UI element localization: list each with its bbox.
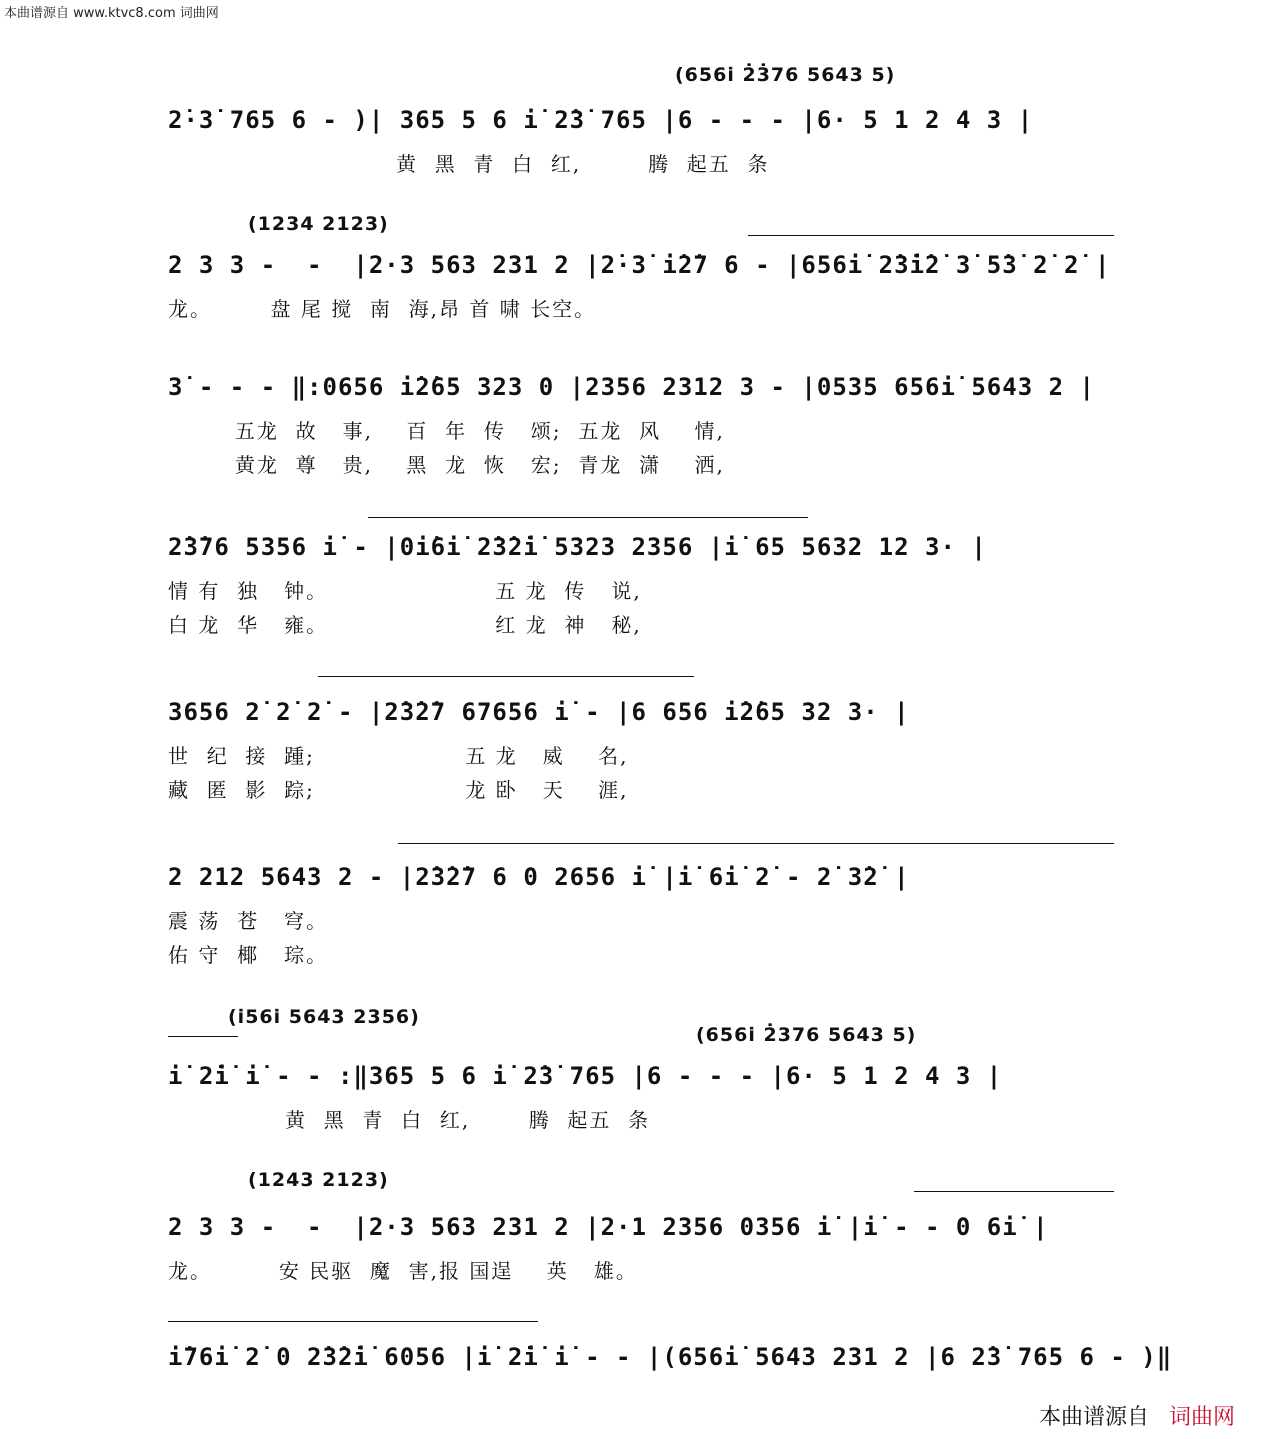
notes-line: 2̇3̇76 5356 i̇ - |0i̇6i̇ 2̇3̇2̇i̇ 5323 2356 |i̇ 65 5632 12 3· | [168,533,987,561]
notes-line: 2̇·3̇ 765 6 - )| 365 5 6 i̇ 2̇3̇ 765 |6 - - - |6· 5 1 2 4 3 | [168,106,1034,134]
score-system-3 [168,355,1116,485]
score-system-2 [168,205,1116,325]
phrase-tie [168,1036,238,1037]
phrase-tie [914,1191,1114,1192]
score-system-4 [168,515,1116,645]
lyric-line: 佑 守 椰 琮。 [168,943,329,967]
notes-line: i̇76i̇ 2̇ 0 2̇3̇2̇i̇ 6056 |i̇ 2̇i̇ i̇ - - |(656i̇ 5643 231 2 |6 2̇3̇ 765 6 - )‖ [168,1343,1173,1371]
notes-line: i̇ 2̇i̇ i̇ - - :‖365 5 6 i̇ 2̇3̇ 765 |6 - - - |6· 5 1 2 4 3 | [168,1062,1003,1090]
score-system-1 [168,60,1116,180]
lyric-line: 五龙 故 事, 百 年 传 颂; 五龙 风 情, [168,419,725,443]
watermark-top: 本曲谱源自 www.ktvc8.com 词曲网 [4,6,219,21]
interlude-annotation: (1234 2123) [248,213,389,235]
interlude-annotation: (656i̇ 2̇3̇76 5643 5) [675,64,896,86]
lyric-line: 黄 黑 青 白 红, 腾 起五 条 [396,152,770,176]
score-system-7 [168,1000,1116,1140]
lyric-line: 黄龙 尊 贵, 黑 龙 恢 宏; 青龙 潇 洒, [168,453,725,477]
interlude-annotation: (i̇56i̇ 5643 2356) [228,1006,420,1028]
interlude-annotation-2: (656i̇ 2̇376 5643 5) [696,1024,917,1046]
lyric-line: 藏 匿 影 踪; 龙 卧 天 涯, [168,778,629,802]
score-system-6 [168,845,1116,975]
phrase-tie [748,235,1114,236]
notes-line: 3656 2̇ 2̇ 2̇ - |2̇3̇2̇7 67656 i̇ - |6 656 i̇2̇65 32 3· | [168,698,910,726]
lyric-line: 震 荡 苍 穹。 [168,909,329,933]
lyric-line: 世 纪 接 踵; 五 龙 威 名, [168,744,629,768]
phrase-tie [398,843,1114,844]
notes-line: 2 3 3 - - |2·3 563 231 2 |2·1 2356 0356 i̇ |i̇ - - 0 6i̇ | [168,1213,1049,1241]
score-system-8 [168,1165,1116,1295]
lyric-line: 情 有 独 钟。 五 龙 传 说, [168,579,642,603]
lyric-line: 龙。 盘 尾 搅 南 海,昂 首 啸 长空。 [168,297,597,321]
watermark-bottom-text: 本曲谱源自 [1038,1405,1149,1430]
phrase-tie [168,1321,538,1322]
lyric-line: 黄 黑 青 白 红, 腾 起五 条 [168,1108,651,1132]
interlude-annotation: (1243 2123) [248,1169,389,1191]
notes-line: 3̇ - - - ‖:0656 i̇2̇65 323 0 |2356 2312 3 - |0535 656i̇ 5643 2 | [168,373,1095,401]
score-system-5 [168,680,1116,810]
notes-line: 2 3 3 - - |2·3 563 231 2 |2̇·3̇ i̇2̇7 6 - |656i̇ 2̇3̇i̇2̇ 3̇ 5̇3̇ 2̇ 2̇ | [168,251,1111,279]
watermark-bottom-brand: 词曲网 [1168,1405,1235,1430]
lyric-line: 龙。 安 民驱 魔 害,报 国逞 英 雄。 [168,1259,638,1283]
phrase-tie [318,676,694,677]
score-system-9 [168,1315,1173,1385]
phrase-tie [368,517,808,518]
lyric-line: 白 龙 华 雍。 红 龙 神 秘, [168,613,642,637]
watermark-bottom [1039,1400,1235,1431]
notes-line: 2 212 5643 2 - |2̇3̇2̇7 6 0 2656 i̇ |i̇ 6i̇ 2̇ - 2̇ 3̇2̇ | [168,863,910,891]
